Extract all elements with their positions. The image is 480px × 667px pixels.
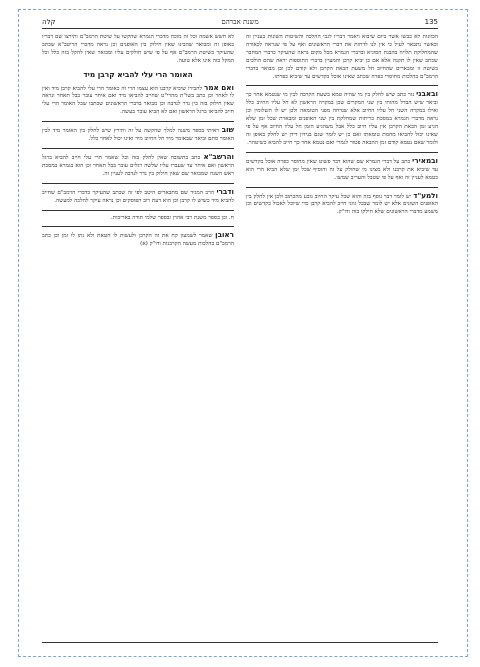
paragraph-lead-word: ובמאירי xyxy=(412,155,438,165)
paragraph xyxy=(246,34,438,81)
paragraph-lead-word: ולמע"ד xyxy=(413,190,438,200)
paragraph-text: ראיתי בספר משנה למלך שהקשה על זה ותירץ שיש לחלק בין האומר מיד לבין האומר סתם וביאר שבאומר מיד חל החיוב מיד ואינו יכול לאחר כלל. xyxy=(42,128,234,143)
divider xyxy=(246,187,438,188)
paragraph xyxy=(42,84,234,118)
divider xyxy=(246,85,438,86)
paragraph-text: לחבירו שיביא קרבנו הוא עצמו הרי זה כאומר הרי עלי להביא קרבן מיד ואין לו לאחר וכן כתב בשו"ת מהרי"ט שחייב להביאו מיד ואם איחר עובר בבל תאחר ונראה שאין חילוק בזה בין נדר לנדבה וכן מבואר בדברי הראשונים שכתבו שכל האומר הרי עלי חייב להביאו ברגל הראשון ואם לא הביא עובר בעשה. xyxy=(42,85,234,116)
header-center-title: משנת אברהם xyxy=(221,18,259,26)
running-header xyxy=(42,16,438,29)
paragraph xyxy=(246,192,438,218)
paragraph-lead-word: ובאבני xyxy=(416,89,438,99)
paragraph xyxy=(42,153,234,179)
section-title: האומר הרי עלי להביא קרבן מיד xyxy=(83,69,193,79)
divider xyxy=(42,183,234,184)
paragraph-text: כתב על דברי הגמרא שם שהוא דבר פשוט שאין מחוסר כפרה אוכל בקדשים עד שיביא את קרבנו ולא מצינו מי שחולק על זה והוסיף שכל זמן שלא הביא הרי הוא כטמא לעניין זה ואף על פי שטבל והעריב שמשו. xyxy=(246,158,438,181)
paragraph-lead-word: והרשב"א xyxy=(203,151,234,161)
paragraph xyxy=(42,188,234,206)
divider xyxy=(42,121,234,122)
paragraph-text: נזר כתב שיש לחלק בין מי שהיה טמא בשעת הקרבה לבין מי שנטמא אחר כך וביאר שיש הבדל מהותי בין שני המקרים שכן במקרה הראשון לא חל עליו החיוב כלל ואילו במקרה השני חל עליו החיוב אלא שנדחה מפני הטומאה ולכן יש לו תשלומין וכן נראה מדברי הגמרא במסכת כריתות שמחלקת בין שני האופנים ומבארת שכל זמן שלא הגיע זמן הבאת הקרבן אין עליו חיוב כלל אבל משהגיע הזמן חל עליו החיוב אף על פי שאינו יכול להביאו מחמת טומאתו ואם כן יש לומר שגם בנידון דידן יש לחלק באופן זה ולומר שאם נטמא קודם זמן ההבאה פטור לגמרי ואם נטמא אחר כך חייב להביא כשיטהר. xyxy=(246,92,438,146)
right-column xyxy=(246,34,438,634)
footnote: ח. וכן בספר משנת רבי אהרן ובספר שלמי תודה באריכות. xyxy=(110,214,234,221)
page-number: 135 xyxy=(424,18,438,26)
footer-rule xyxy=(42,642,438,643)
paragraph xyxy=(246,157,438,183)
paragraph-lead-word: שוב xyxy=(221,125,234,135)
paragraph-lead-word: ודברי xyxy=(216,186,234,196)
paragraph xyxy=(42,34,234,66)
left-column xyxy=(42,34,234,634)
header-hebrew-page-number: קלה xyxy=(42,18,56,26)
paragraph-lead-word: ואם אמר xyxy=(204,82,234,92)
divider xyxy=(42,226,234,227)
paragraph-text: שאמר לשמעון קח את זה הקרבן ולעשות לו חטאת ולא נתן לו זמן וכן כתב הרמב"ם בהלכות מעשה הקרבנות ודו"ק (א) xyxy=(42,233,234,248)
paragraph xyxy=(42,231,234,249)
divider xyxy=(42,148,234,149)
paragraph xyxy=(246,90,438,147)
paragraph-text: לא חשש אשמה וכל זה מוכח מדברי הגמרא שהקשו על שיטת הרמב"ם ותירצו שם דבריו באופן זה ומבואר שהבינו שאין חילוק בין האופנים וכן נראה מדברי הריטב"א שכתב שהעיקר כשיטת הרמב"ם אף על פי שיש חולקים עליו ומבואר שאין להקל בזה כלל וכל המקל בזה אינו אלא טועה. xyxy=(42,34,234,64)
divider xyxy=(42,210,234,211)
paragraph-text: הרב המגיד שם מתבארים היטב לפי זה שכתב שהעיקר כדברי הרמב"ם שחייב להביא מיד כשיש לו קרבן וכן הוא דעת רוב הפוסקים וכן נראה עיקר להלכה למעשה. xyxy=(42,189,234,204)
paragraph-lead-word: ראובן xyxy=(215,230,234,240)
paragraph xyxy=(42,126,234,144)
divider xyxy=(246,152,438,153)
paragraph-text: יש לומר דבר נוסף בזה והוא שכל עיקר החיוב נובע מהכתוב ולכן אין לחלק בין האופנים השונים אלא יש לומר שבכל גווני חייב להביא קרבן כדי שיוכל לאכול בקדשים וכן משמע מדברי הראשונים שלא חילקו בזה ודו"ק. xyxy=(246,193,438,216)
paragraph-text: כתב בתשובה שאין לחלק בזה וכל שאמר הרי עלי חייב להביא ברגל הראשון ואם איחר עד שעברו עליו שלשה רגלים עובר בבל תאחר וכן הוא בגמרא במסכת ראש השנה שמבואר שם שאין חילוק בין נדר לנדבה לעניין זה. xyxy=(42,154,234,177)
paragraph-text: הכוונות לא כבשו אשר ביום שיבוא ויאמר דבריו לגבי ההלכה והשיטות השונות בעניין זה וכאשר נתבאר לעיל כי אין לנו לדחות את דברי הראשונים ואף על פי שנראה לכאורה שהמחלוקת תלויה בהבנת הסוגיא ובדברי הגמרא מכל מקום נראה שהעיקר כדברי המחבר שכתב שאין לו תקנה אלא אם כן יביא קרבן והמעיין בדברי התוספות יראה שהם הולכים בשיטה זו ומבארים שהחיוב חל משעת הבאת הקרבן ולא קודם לכן וכן מבואר בדברי הרמב"ם בהלכות מחוסרי כפרה שכתב שאינו אוכל בקדשים עד שיביא כפרתו. xyxy=(246,34,438,80)
